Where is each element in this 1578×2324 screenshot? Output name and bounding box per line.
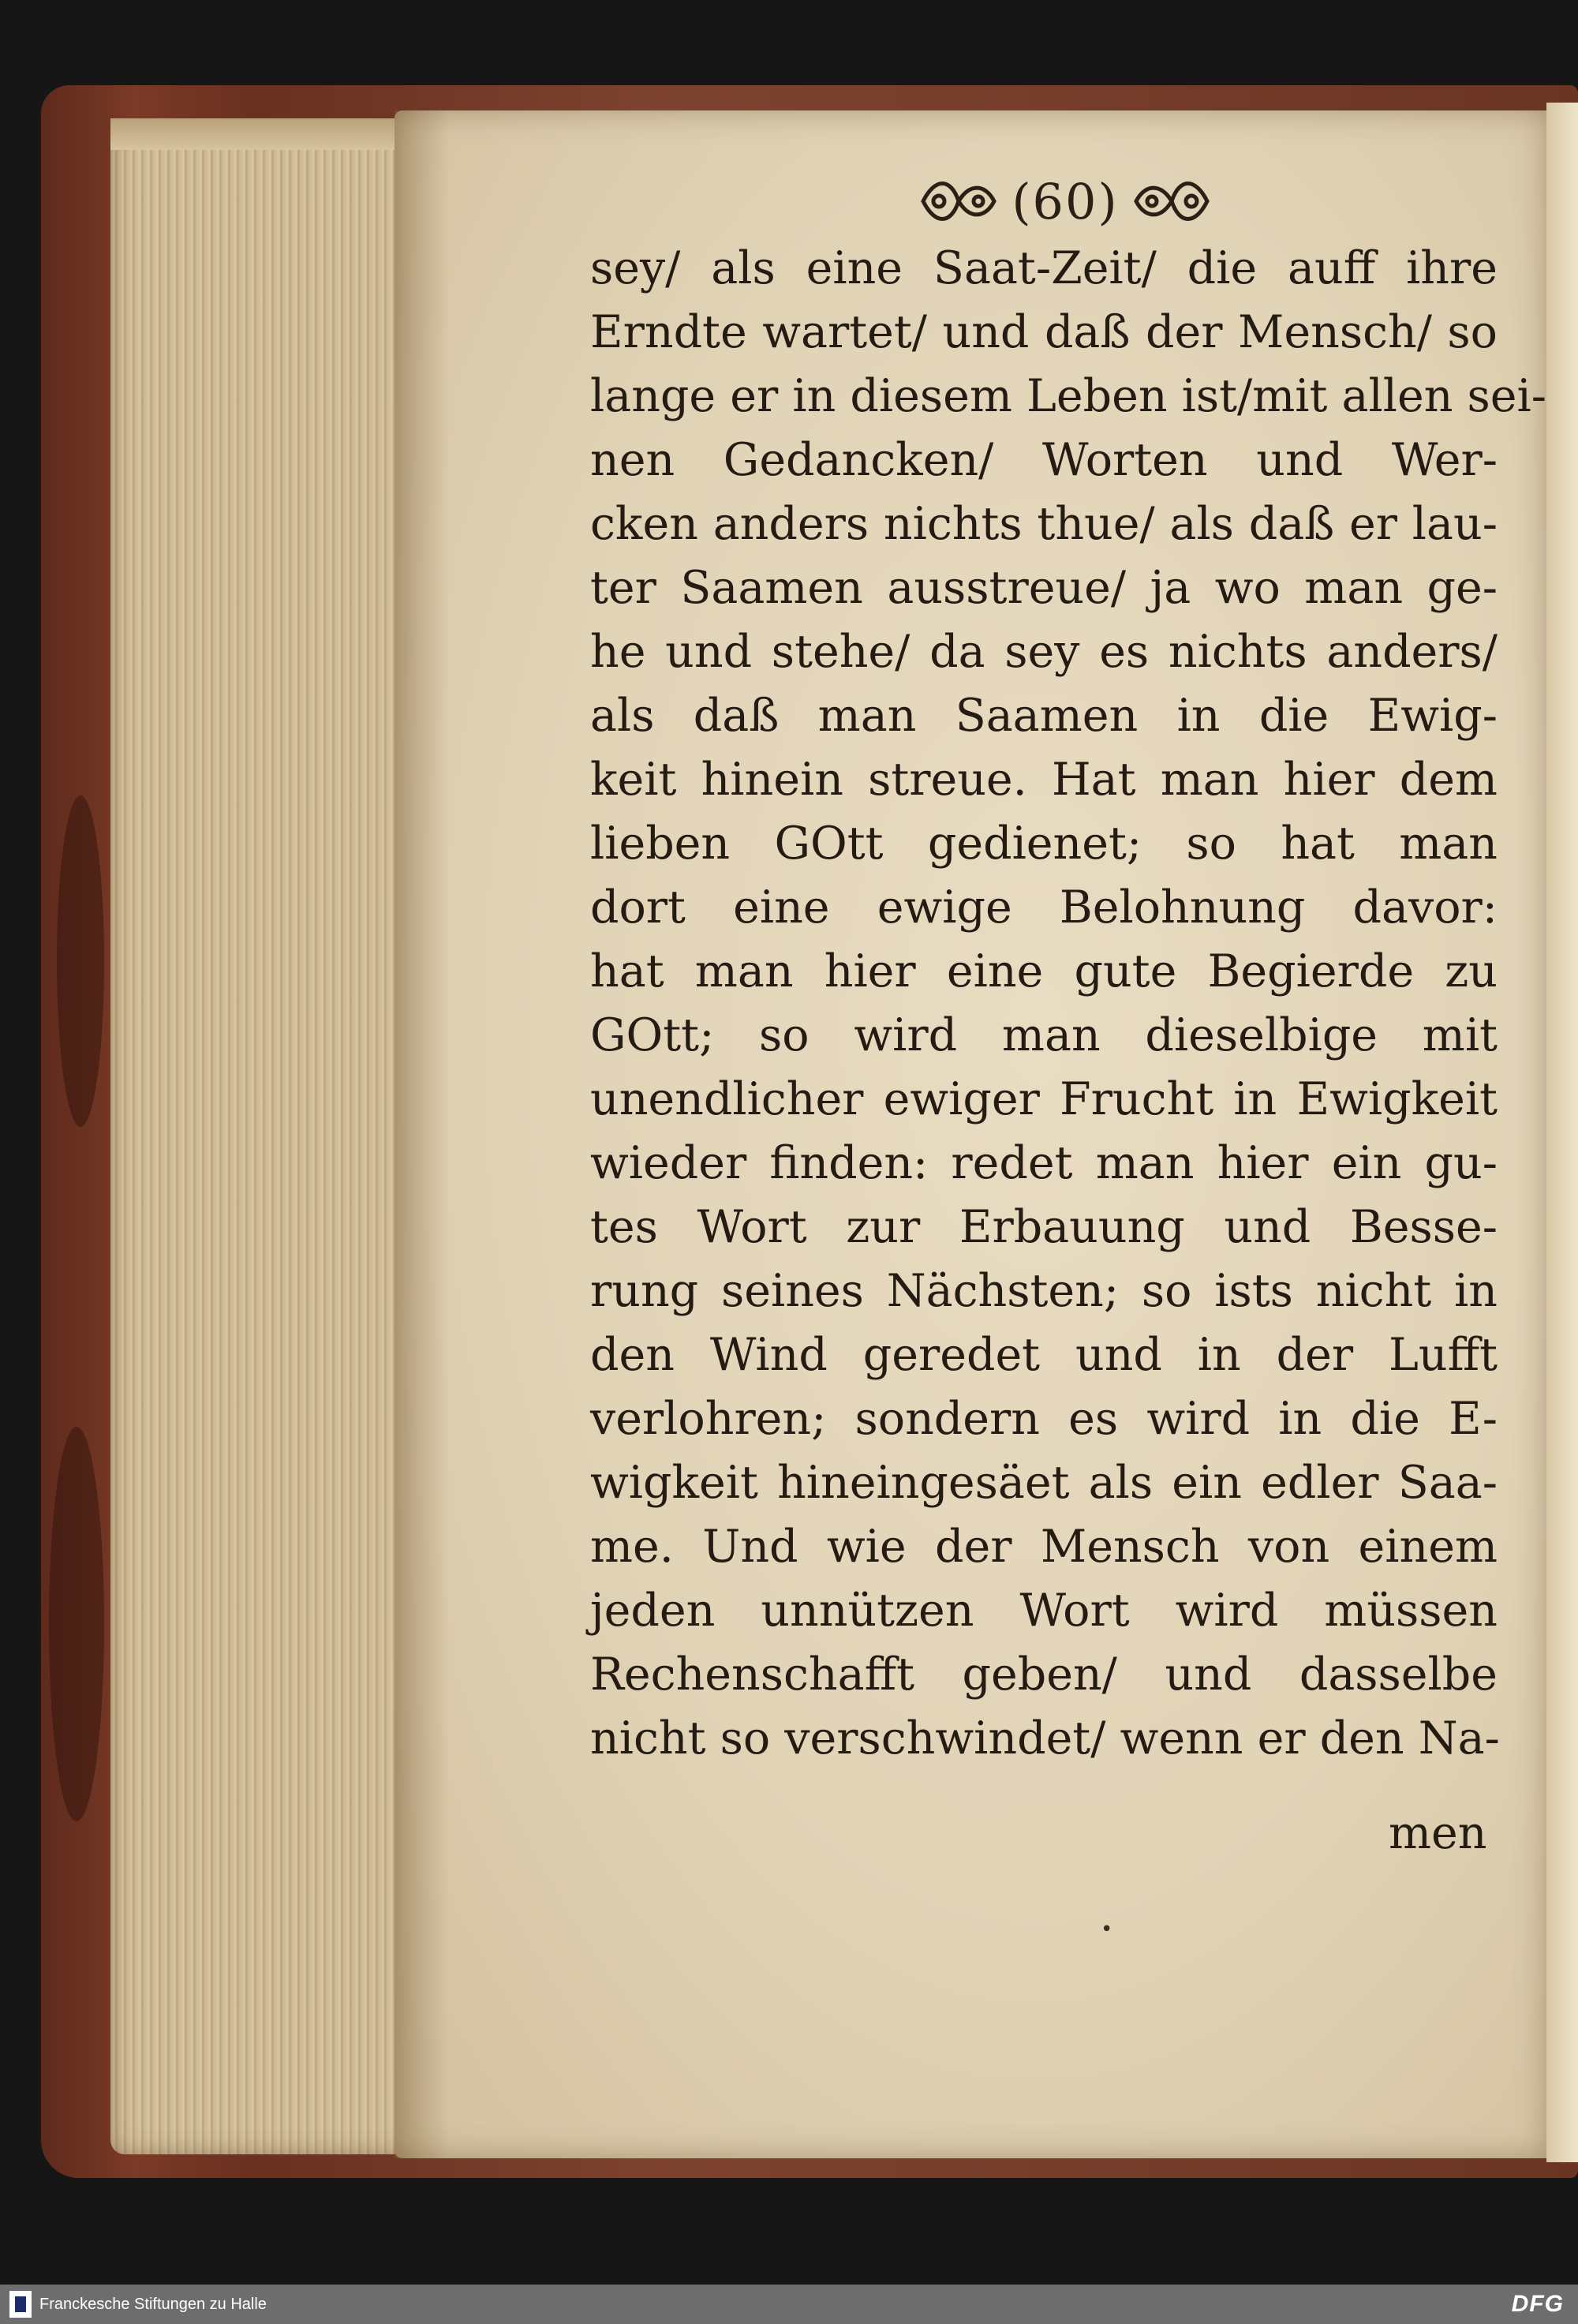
funder-logo[interactable]: DFG (1511, 2291, 1564, 2317)
text-line: Rechenschafft geben/ und dasselbe (590, 1649, 1498, 1701)
text-line: me. Und wie der Mensch von einem (590, 1521, 1498, 1573)
page-number: (60) (1011, 172, 1119, 230)
text-line: lange er in diesem Leben ist/mit allen sei- (590, 370, 1547, 422)
text-line: den Wind geredet und in der Lufft (590, 1329, 1498, 1381)
institution-name: Franckesche Stiftungen zu Halle (39, 2295, 267, 2313)
text-line: wigkeit hineingesäet als ein edler Saa- (590, 1457, 1498, 1509)
right-ornament-icon (1128, 174, 1215, 229)
text-line: nen Gedancken/ Worten und Wer- (590, 434, 1498, 486)
text-line: als daß man Saamen in die Ewig- (590, 690, 1498, 742)
text-line: jeden unnützen Wort wird müssen (590, 1585, 1498, 1637)
text-line: tes Wort zur Erbauung und Besse- (590, 1201, 1498, 1253)
page-header (884, 166, 1247, 237)
text-line: nicht so verschwindet/ wenn er den Na- (590, 1712, 1500, 1765)
institution-logo-icon (9, 2291, 32, 2318)
text-line: GOtt; so wird man dieselbige mit (590, 1009, 1498, 1061)
text-line: sey/ als eine Saat-Zeit/ die auff ihre (590, 242, 1498, 294)
text-line: rung seines Nächsten; so ists nicht in (590, 1265, 1498, 1317)
cover-stain (57, 795, 104, 1127)
text-line: he und stehe/ da sey es nichts anders/ (590, 626, 1498, 678)
text-line: unendlicher ewiger Frucht in Ewigkeit (590, 1073, 1498, 1125)
page-gutter (394, 110, 450, 2158)
text-line: dort eine ewige Belohnung davor: (590, 881, 1498, 934)
text-line: verlohren; sondern es wird in die E- (590, 1393, 1498, 1445)
left-ornament-icon (915, 174, 1002, 229)
viewer-footer (0, 2285, 1578, 2324)
cover-stain (49, 1427, 104, 1821)
ink-mark: • (1101, 1918, 1113, 1941)
text-line: wieder finden: redet man hier ein gu- (590, 1137, 1498, 1189)
text-line: keit hinein streue. Hat man hier dem (590, 754, 1498, 806)
page-edges-top (110, 118, 422, 150)
catchword: men (1389, 1807, 1487, 1859)
text-line: hat man hier eine gute Begierde zu (590, 945, 1498, 997)
facing-page-edge (1546, 103, 1578, 2162)
page-edges (110, 118, 422, 2154)
text-line: Erndte wartet/ und daß der Mensch/ so (590, 306, 1498, 358)
text-line: lieben GOtt gedienet; so hat man (590, 818, 1498, 870)
institution-credit[interactable] (0, 2291, 267, 2318)
text-line: cken anders nichts thue/ als daß er lau- (590, 498, 1498, 550)
page-text (590, 237, 1547, 1771)
text-line: ter Saamen ausstreue/ ja wo man ge- (590, 562, 1498, 614)
